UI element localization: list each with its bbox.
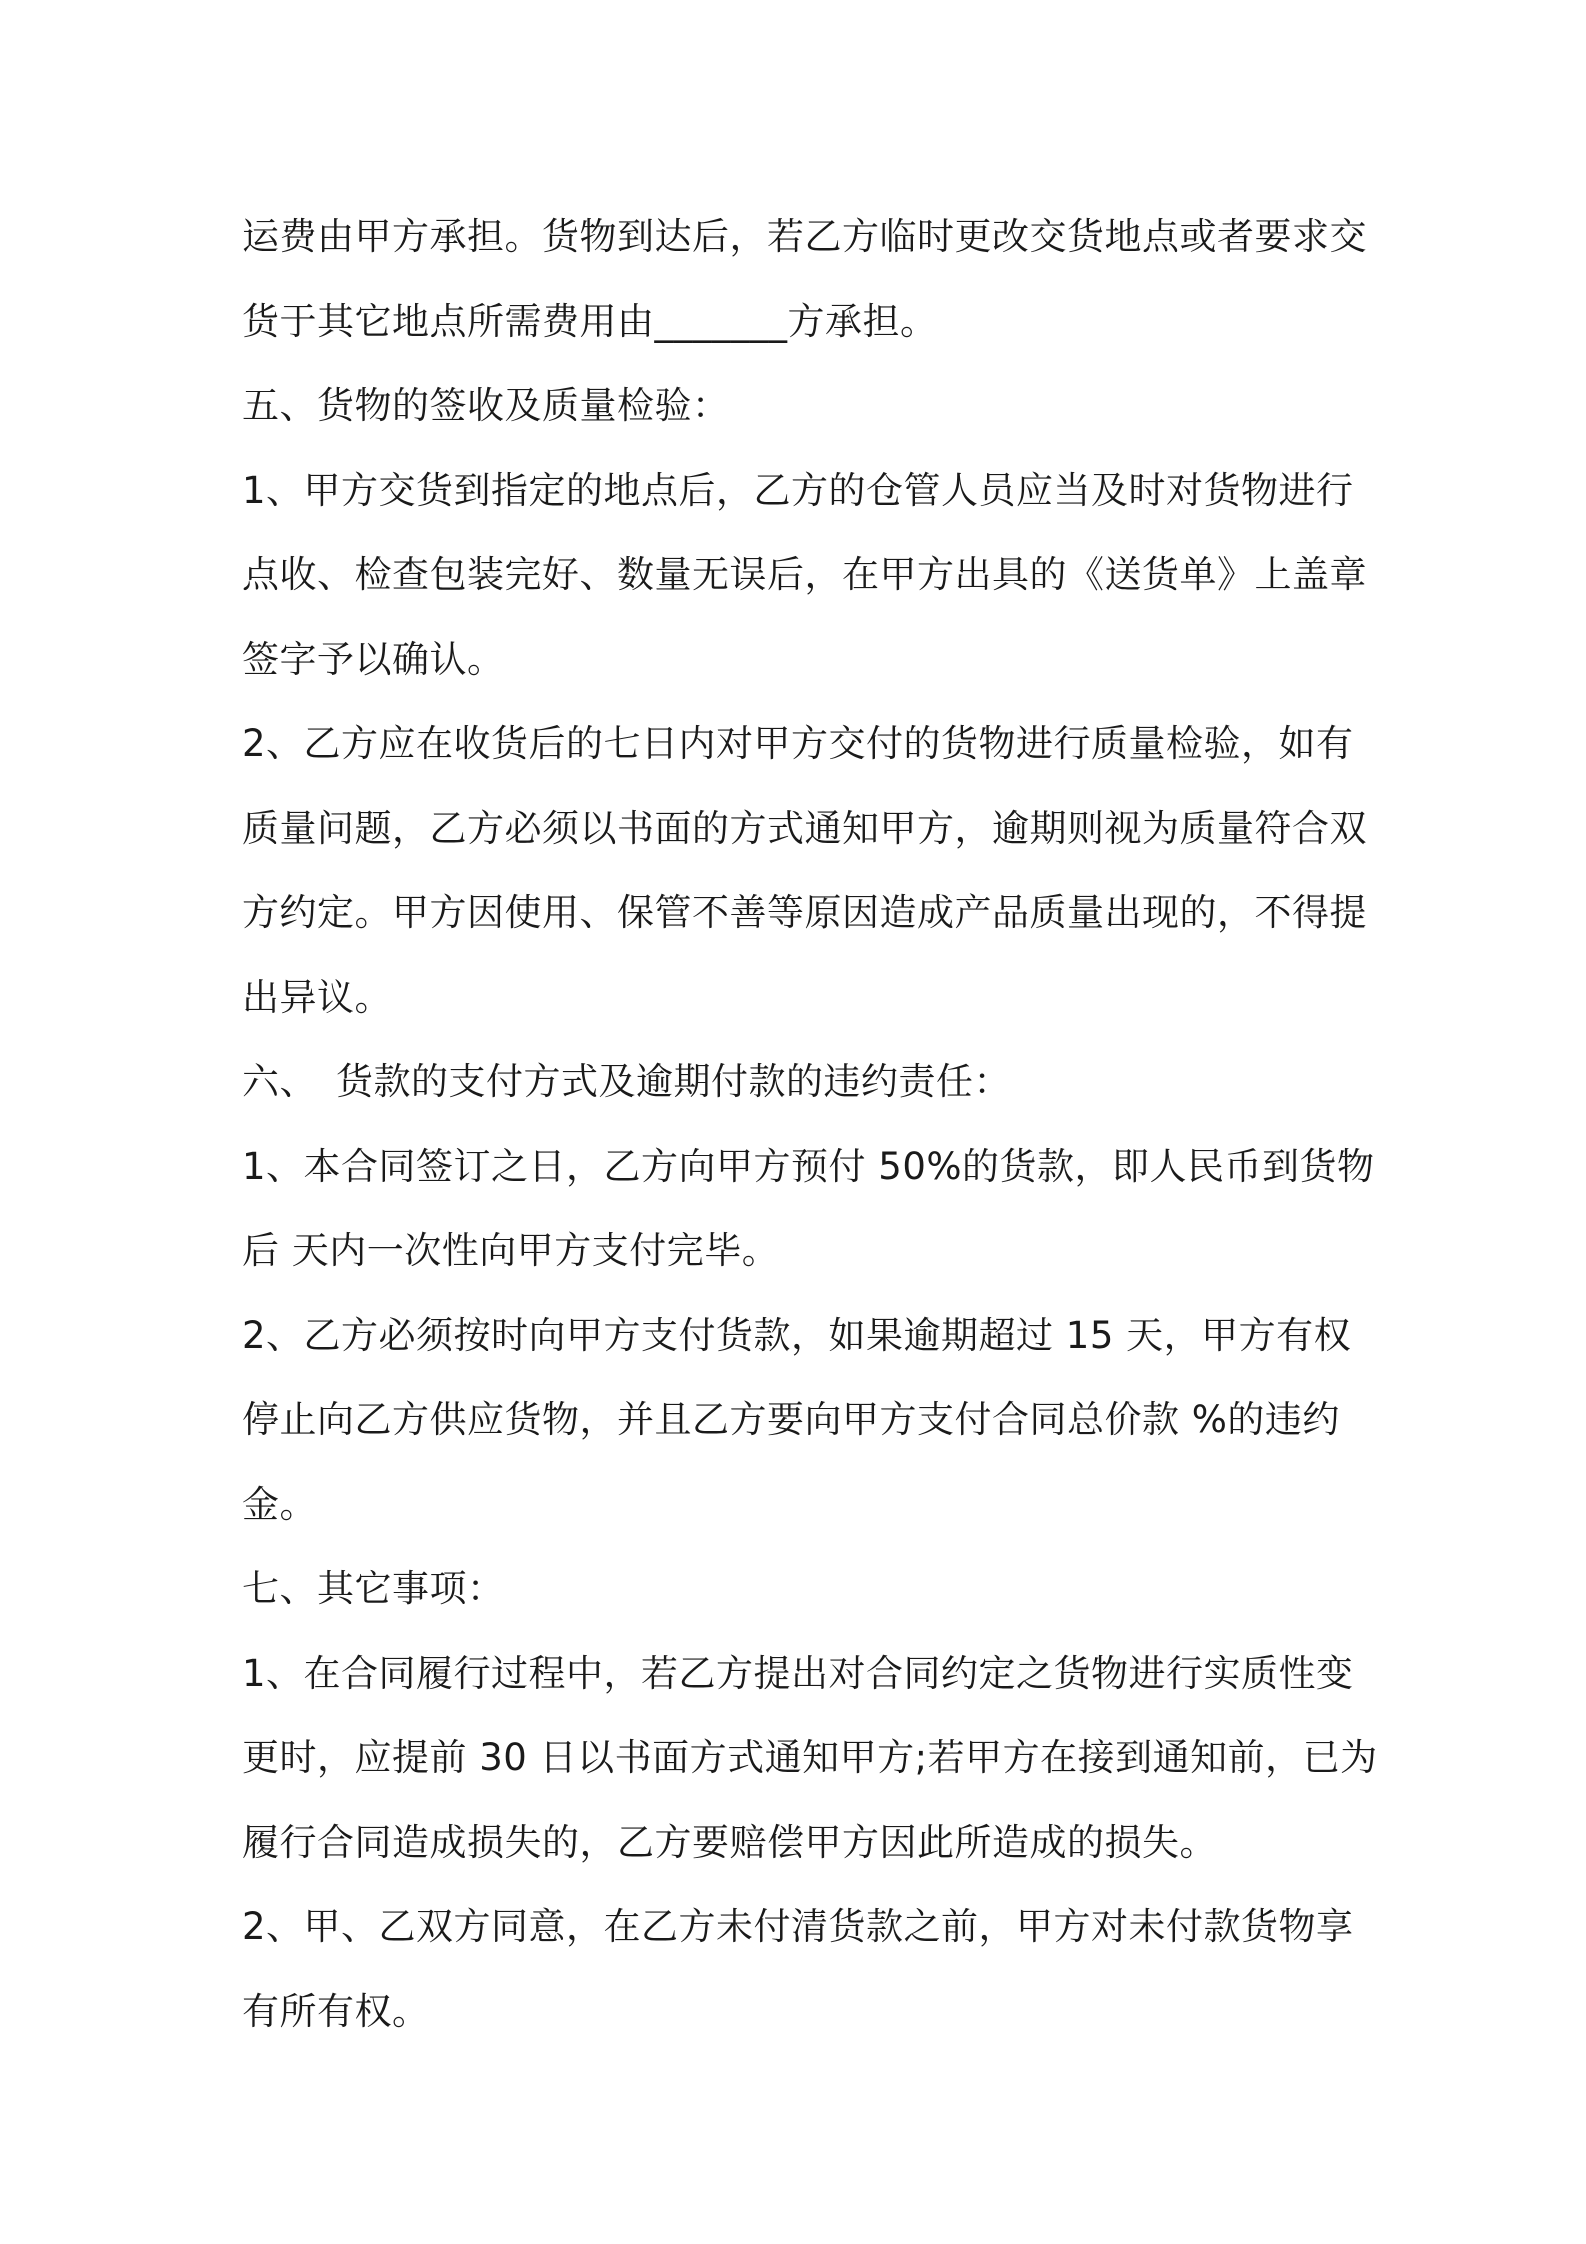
section-heading: 七、其它事项： xyxy=(242,1567,505,1610)
section-heading: 五、货物的签收及质量检验： xyxy=(242,384,730,427)
text-line: 金。 xyxy=(242,1482,317,1526)
text-line: 2、乙方必须按时向甲方支付货款，如果逾期超过 15 天，甲方有权 xyxy=(242,1313,1352,1357)
text-line: 后 天内一次性向甲方支付完毕。 xyxy=(242,1229,780,1272)
text-line: 1、甲方交货到指定的地点后，乙方的仓管人员应当及时对货物进行 xyxy=(242,468,1354,512)
text-line: 有所有权。 xyxy=(242,1989,430,2033)
text-line: 履行合同造成损失的，乙方要赔偿甲方因此所造成的损失。 xyxy=(242,1820,1217,1864)
text-line: 2、甲、乙双方同意，在乙方未付清货款之前，甲方对未付款货物享 xyxy=(242,1905,1354,1948)
text-line: 方约定。甲方因使用、保管不善等原因造成产品质量出现的，不得提 xyxy=(242,891,1367,934)
text-line: 签字予以确认。 xyxy=(242,637,505,681)
text-line: 1、在合同履行过程中，若乙方提出对合同约定之货物进行实质性变 xyxy=(242,1651,1354,1695)
document-body xyxy=(242,195,1378,2054)
text-line: 1、本合同签订之日，乙方向甲方预付 50%的货款，即人民币到货物 xyxy=(242,1144,1375,1188)
text-line: 货于其它地点所需费用由_______方承担。 xyxy=(242,299,938,343)
text-line: 出异议。 xyxy=(242,975,392,1019)
section-heading: 六、 货款的支付方式及逾期付款的违约责任： xyxy=(242,1060,1011,1103)
text-line: 点收、检查包装完好、数量无误后，在甲方出具的《送货单》上盖章 xyxy=(242,553,1367,596)
text-line: 运费由甲方承担。货物到达后，若乙方临时更改交货地点或者要求交 xyxy=(242,215,1367,258)
text-line: 更时，应提前 30 日以书面方式通知甲方;若甲方在接到通知前，已为 xyxy=(242,1736,1378,1779)
text-line: 质量问题，乙方必须以书面的方式通知甲方，逾期则视为质量符合双 xyxy=(242,806,1367,850)
text-line: 停止向乙方供应货物，并且乙方要向甲方支付合同总价款 %的违约 xyxy=(242,1398,1340,1441)
text-line: 2、乙方应在收货后的七日内对甲方交付的货物进行质量检验，如有 xyxy=(242,722,1354,765)
